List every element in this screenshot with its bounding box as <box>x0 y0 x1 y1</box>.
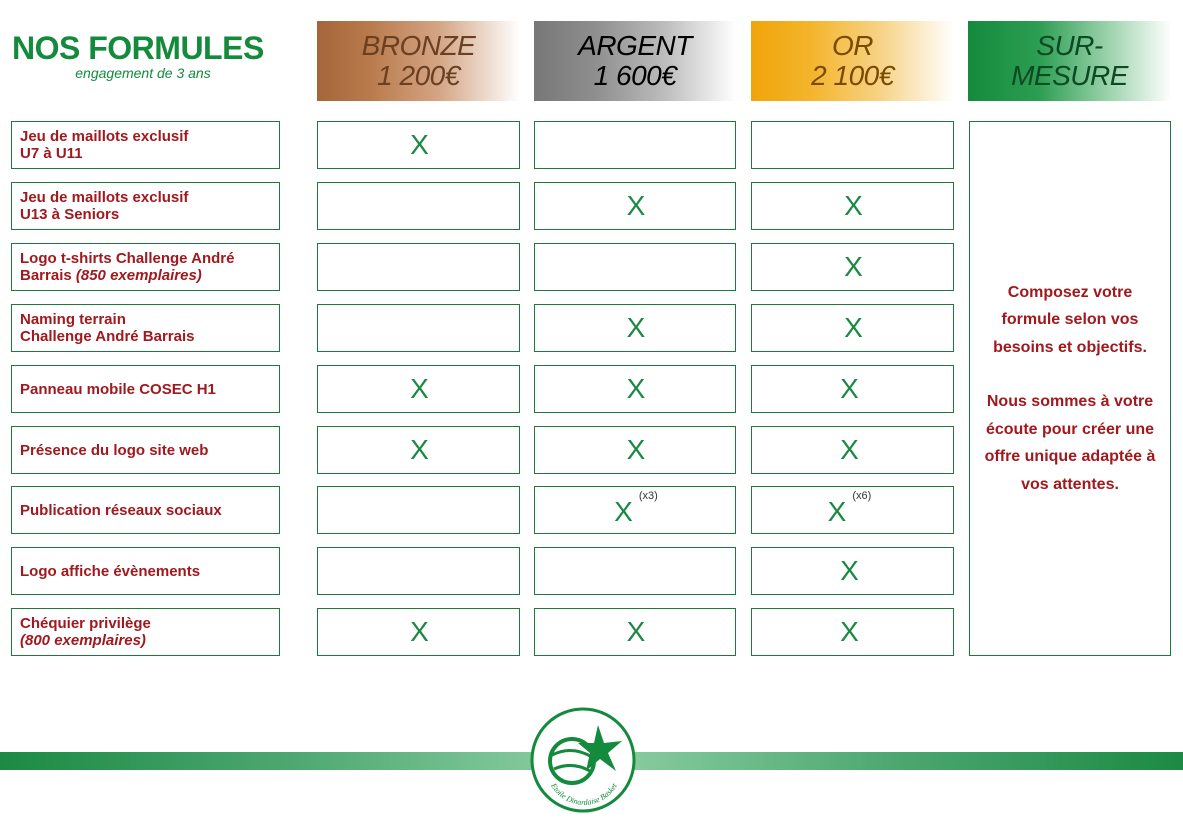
plan-cell <box>534 182 736 230</box>
check-mark <box>627 314 646 342</box>
plan-cell <box>317 365 520 413</box>
row-label <box>11 547 280 595</box>
row-label-line2-text: Challenge André Barrais <box>20 328 195 345</box>
row-label <box>11 304 280 352</box>
check-mark-x: X <box>844 190 863 221</box>
row-label-line2 <box>20 145 188 162</box>
row-label-line1: Panneau mobile COSEC H1 <box>20 380 216 398</box>
plan-name-sur-mesure: SUR- <box>1036 30 1103 61</box>
row-label-line2 <box>20 328 195 345</box>
plan-cell <box>751 547 954 595</box>
plan-cell <box>751 608 954 656</box>
check-mark <box>627 375 646 403</box>
plan-header-argent <box>534 21 736 101</box>
check-mark-x: X <box>840 616 859 647</box>
plan-cell <box>317 486 520 534</box>
plan-header-bronze <box>317 21 520 101</box>
row-label-line1: Jeu de maillots exclusif <box>20 189 189 206</box>
row-label-text <box>20 128 188 162</box>
check-mark-x: X <box>410 434 429 465</box>
check-mark-x: X <box>626 190 646 221</box>
page-title: NOS FORMULES <box>12 30 264 66</box>
row-label-line1: Jeu de maillots exclusif <box>20 128 189 145</box>
row-label-line2 <box>20 267 234 284</box>
plan-header-sur-mesure <box>968 21 1171 101</box>
row-label-text <box>20 189 188 223</box>
plan-cell <box>317 304 520 352</box>
check-mark-x: X <box>840 434 859 465</box>
plan-cell <box>751 486 954 534</box>
plan-name-argent: ARGENT <box>578 30 692 61</box>
row-label-line2 <box>20 206 188 223</box>
check-mark-x: X <box>626 434 646 465</box>
row-label <box>11 121 280 169</box>
sur-mesure-box <box>969 121 1171 656</box>
row-label-line1: Publication réseaux sociaux <box>20 501 222 519</box>
check-mark <box>627 192 646 220</box>
row-label-line1: Présence du logo site web <box>20 441 209 459</box>
check-mark <box>844 192 863 220</box>
plan-cell <box>751 426 954 474</box>
check-mark-x: X <box>626 616 646 647</box>
plan-price-sur-mesure: MESURE <box>1011 60 1128 91</box>
plan-header-or <box>751 21 954 101</box>
plan-cell <box>317 547 520 595</box>
row-label-text <box>20 311 195 345</box>
plan-cell <box>534 426 736 474</box>
row-label <box>11 243 280 291</box>
plan-cell <box>534 304 736 352</box>
plan-cell <box>534 486 736 534</box>
row-label-line2-text: (800 exemplaires) <box>20 632 146 649</box>
check-mark-x: X <box>410 373 429 404</box>
row-label-line2-text: U7 à U11 <box>20 145 83 162</box>
check-mark-x: X <box>840 555 859 586</box>
check-mark <box>840 618 859 646</box>
row-label-line1: Naming terrain <box>20 311 126 328</box>
plan-name-bronze: BRONZE <box>361 30 476 61</box>
plan-cell <box>751 365 954 413</box>
row-label-line1: Chéquier privilège <box>20 615 151 632</box>
plan-cell <box>751 243 954 291</box>
check-mark <box>627 618 646 646</box>
check-mark-x: X <box>844 312 863 343</box>
row-label-line2-text: U13 à Seniors <box>20 206 120 223</box>
check-mark <box>614 489 658 528</box>
check-mark <box>627 436 646 464</box>
plan-cell <box>751 182 954 230</box>
row-label-text <box>20 502 222 519</box>
plan-cell <box>317 426 520 474</box>
plan-cell <box>317 182 520 230</box>
row-label-text <box>20 615 151 649</box>
row-label <box>11 182 280 230</box>
check-mark-x: X <box>626 312 646 343</box>
check-mark-x: X <box>840 373 859 404</box>
check-mark-x: X <box>626 373 646 404</box>
plan-cell <box>317 121 520 169</box>
row-label-text <box>20 442 208 459</box>
row-label <box>11 426 280 474</box>
plan-name-or: OR <box>832 30 873 61</box>
check-mark <box>410 436 429 464</box>
page-subtitle: engagement de 3 ans <box>75 65 211 81</box>
row-label-text <box>20 250 234 284</box>
logo-caption: Etoile Dinardaise Basket <box>549 781 619 807</box>
plan-cell <box>751 304 954 352</box>
row-label-line2-extra: (850 exemplaires) <box>75 267 202 284</box>
row-label-line2-text: Barrais <box>20 267 76 284</box>
plan-price-or: 2 100€ <box>811 60 894 91</box>
plan-cell <box>317 608 520 656</box>
check-mark-x: X <box>410 129 429 160</box>
row-label-text <box>20 381 216 398</box>
check-mark <box>844 253 863 281</box>
check-mark-x: X <box>614 496 633 528</box>
club-logo <box>530 705 636 815</box>
sur-mesure-text-1: Composez votre formule selon vos besoins et objectifs. <box>993 283 1147 356</box>
check-mark <box>840 436 859 464</box>
plan-cell <box>751 121 954 169</box>
plan-price-bronze: 1 200€ <box>377 60 460 91</box>
row-label-line1: Logo affiche évènements <box>20 562 201 580</box>
plan-cell <box>534 608 736 656</box>
plan-cell <box>534 365 736 413</box>
row-label <box>11 608 280 656</box>
check-mark-multiplier: (x3) <box>638 489 658 502</box>
plan-cell <box>534 547 736 595</box>
row-label-line1: Logo t-shirts Challenge André <box>20 250 235 267</box>
row-label-text <box>20 563 200 580</box>
check-mark-x: X <box>827 496 847 528</box>
check-mark-x: X <box>844 251 863 282</box>
check-mark <box>844 314 863 342</box>
check-mark <box>840 375 859 403</box>
check-mark <box>840 557 859 585</box>
plan-cell <box>534 243 736 291</box>
check-mark-multiplier: (x6) <box>852 489 872 502</box>
sur-mesure-text-2: Nous sommes à votre écoute pour créer une offre unique adaptée à vos attentes. <box>984 393 1156 493</box>
plan-price-argent: 1 600€ <box>593 60 677 91</box>
check-mark-x: X <box>410 616 429 647</box>
row-label <box>11 486 280 534</box>
plan-cell <box>534 121 736 169</box>
row-label-line2 <box>20 632 151 649</box>
check-mark <box>410 618 429 646</box>
check-mark <box>827 489 872 528</box>
check-mark <box>410 131 429 159</box>
check-mark <box>410 375 429 403</box>
row-label <box>11 365 280 413</box>
plan-cell <box>317 243 520 291</box>
